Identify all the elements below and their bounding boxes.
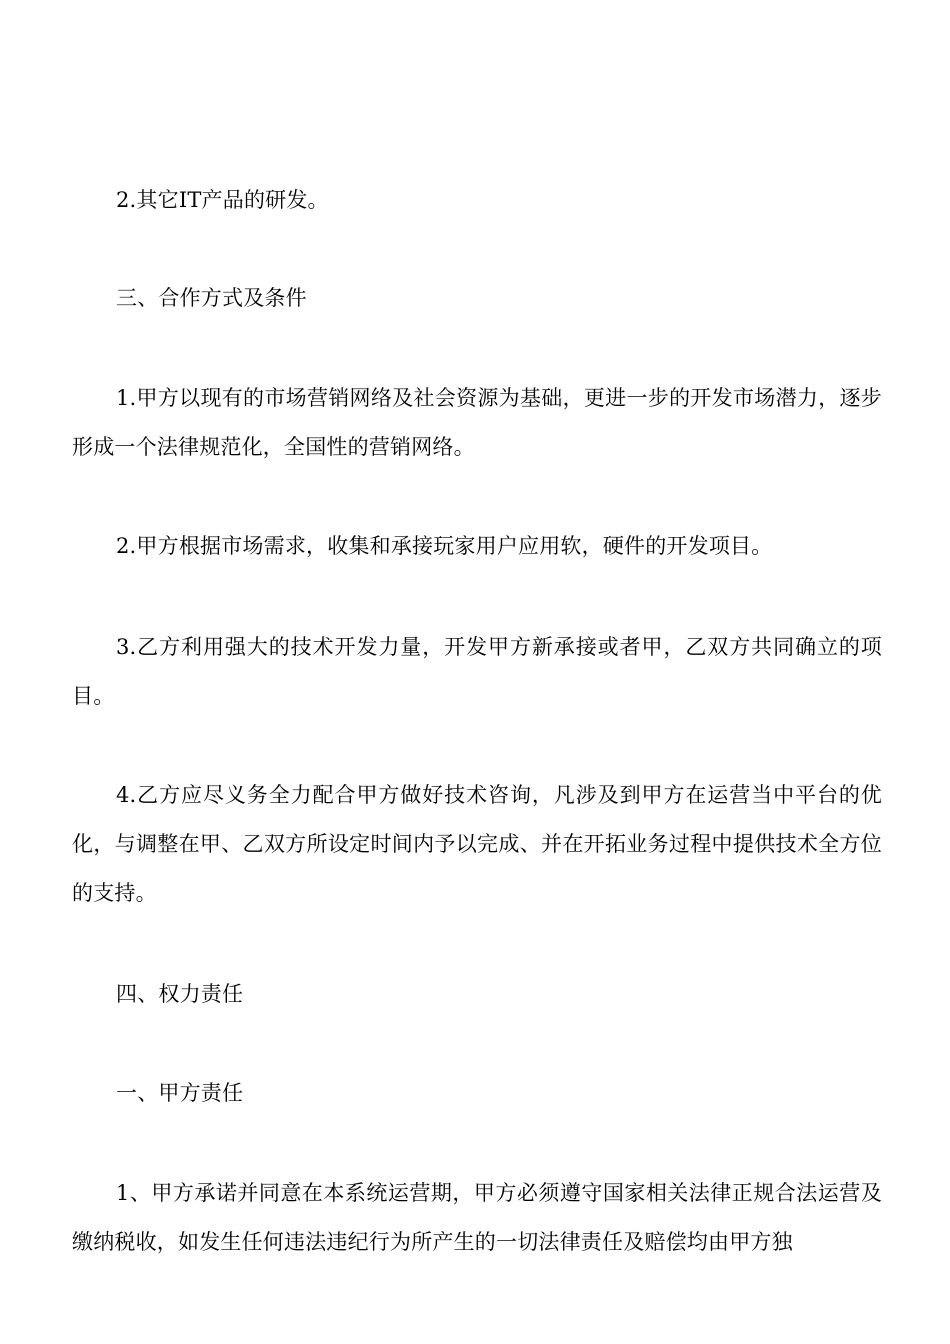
- paragraph-item-4-support: 4.乙方应尽义务全力配合甲方做好技术咨询，凡涉及到甲方在运营当中平台的优化，与调整在甲、乙双方所设定时间内予以完成、并在开拓业务过程中提供技术全方位的支持。: [72, 783, 882, 905]
- paragraph-item-3-development: 3.乙方利用强大的技术开发力量，开发甲方新承接或者甲，乙双方共同确立的项目。: [72, 635, 882, 708]
- section-heading-rights-responsibilities: 四、权力责任: [116, 982, 244, 1006]
- subsection-heading-party-a: 一、甲方责任: [116, 1081, 244, 1105]
- paragraph-party-a-item-1: 1、甲方承诺并同意在本系统运营期，甲方必须遵守国家相关法律正规合法运营及缴纳税收，如发生任何违法违纪行为所产生的一切法律责任及赔偿均由甲方独: [72, 1181, 882, 1254]
- section-heading-cooperation: 三、合作方式及条件: [116, 286, 307, 310]
- paragraph-item-2-rd: 2.其它IT产品的研发。: [116, 188, 329, 212]
- paragraph-item-1-marketing: 1.甲方以现有的市场营销网络及社会资源为基础，更进一步的开发市场潜力，逐步形成一个法律规范化，全国性的营销网络。: [72, 386, 882, 459]
- paragraph-item-2-market-demand: 2.甲方根据市场需求，收集和承接玩家用户应用软，硬件的开发项目。: [116, 534, 773, 558]
